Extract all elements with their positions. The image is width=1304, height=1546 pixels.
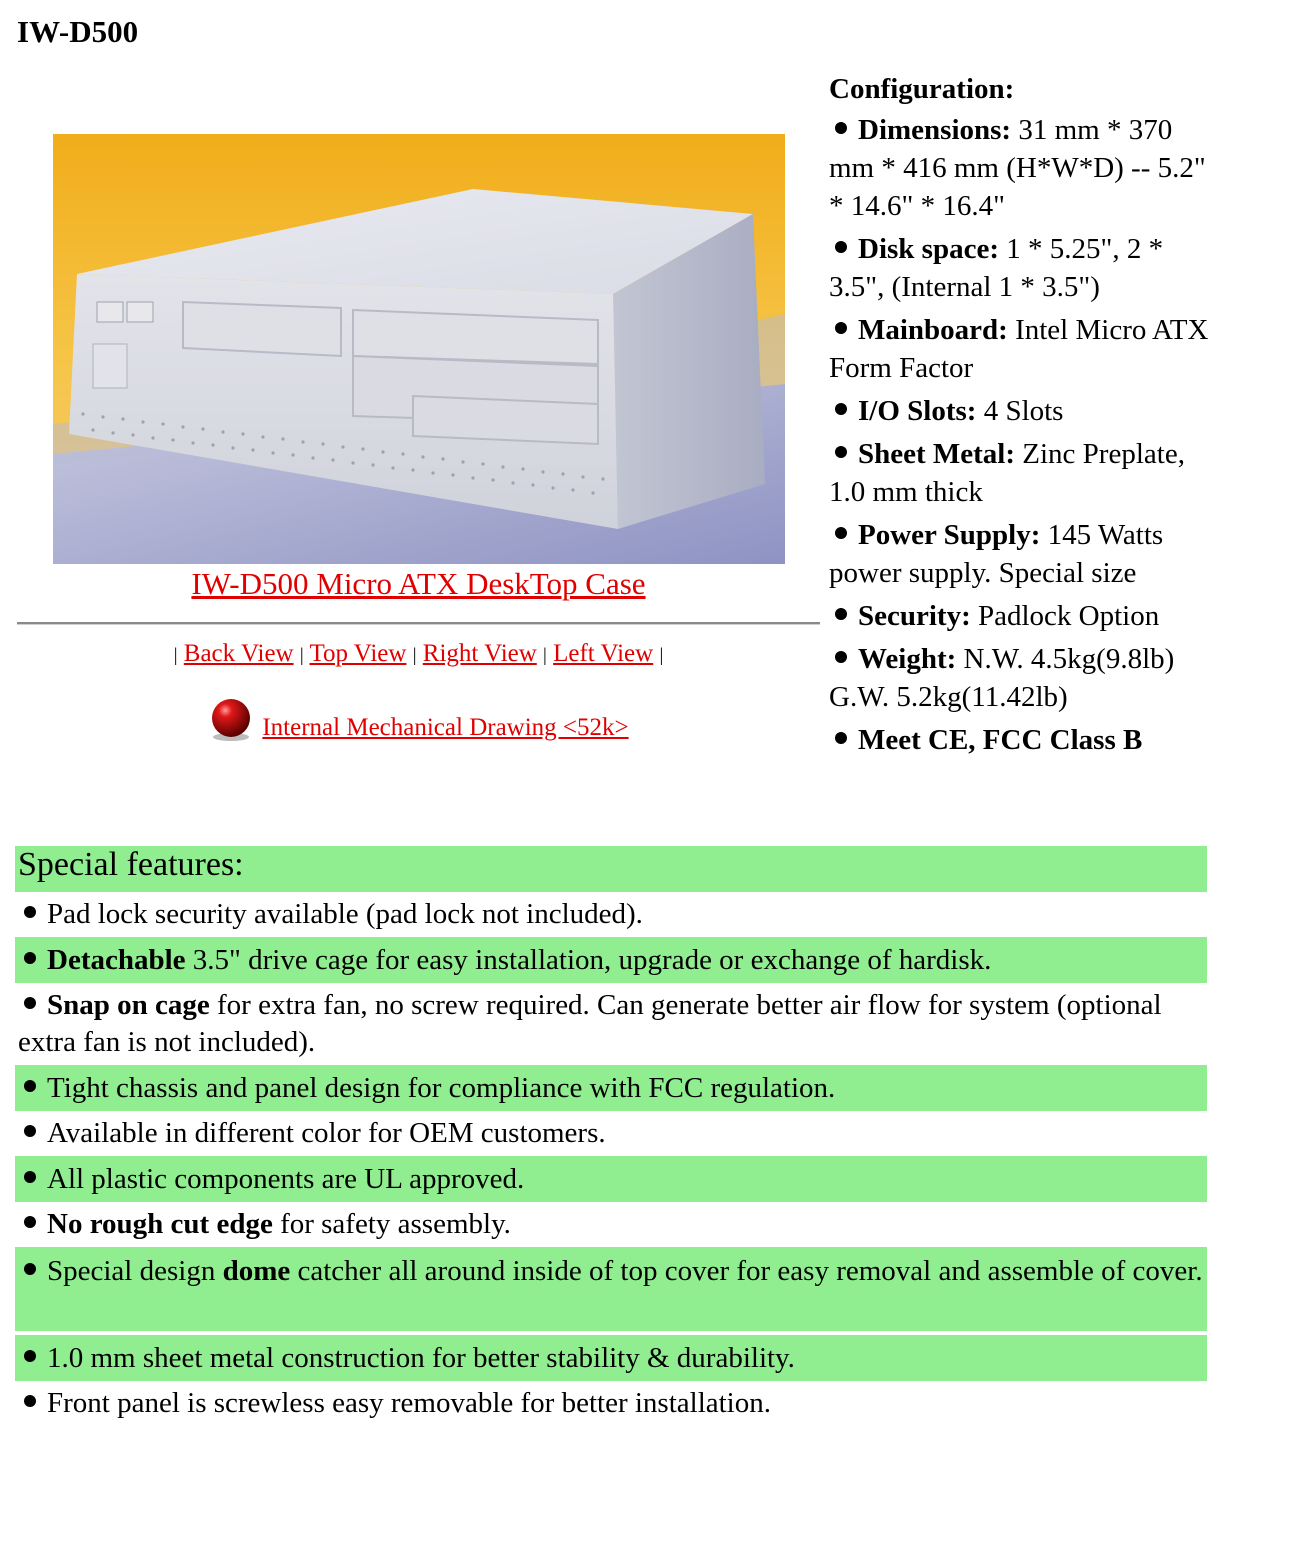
bullet-icon [24, 1395, 36, 1407]
nav-separator: | [659, 645, 664, 666]
bullet-icon [24, 1080, 36, 1092]
config-item-mainboard [829, 311, 1214, 387]
special-features [15, 846, 1207, 1426]
feature-text: Pad lock security available (pad lock not included). [47, 898, 643, 930]
config-item-security [829, 597, 1214, 635]
bullet-icon [835, 608, 847, 620]
feature-bold: Snap on cage [47, 989, 210, 1021]
top-view-link[interactable]: Top View [309, 640, 407, 667]
feature-bold: No rough cut edge [47, 1208, 273, 1240]
bullet-icon [835, 446, 847, 458]
bullet-icon [835, 527, 847, 539]
config-value: 31 mm * 370 mm * 416 mm (H*W*D) -- 5.2" * 14.6" * 16.4" [829, 114, 1206, 222]
product-photo[interactable] [53, 134, 785, 564]
config-label: Mainboard: [858, 314, 1008, 346]
feature-text: catcher all around inside of top cover for easy removal and assemble of cover. [290, 1255, 1203, 1287]
bullet-icon [835, 322, 847, 334]
drawing-row [17, 697, 820, 751]
feature-bold: Detachable [47, 944, 186, 976]
feature-text: 1.0 mm sheet metal construction for better stability & durability. [47, 1342, 795, 1374]
nav-separator: | [412, 645, 417, 666]
config-item-disk-space [829, 230, 1214, 306]
config-value: Zinc Preplate, 1.0 mm thick [829, 438, 1185, 508]
feature-item [15, 1385, 1207, 1422]
bullet-icon [24, 997, 36, 1009]
config-value: Intel Micro ATX Form Factor [829, 314, 1209, 384]
config-item-dimensions [829, 111, 1214, 225]
bullet-icon [835, 122, 847, 134]
feature-item [15, 1065, 1207, 1111]
config-label: Meet CE, FCC Class B [858, 724, 1143, 756]
views-nav [17, 637, 820, 673]
configuration-panel [829, 70, 1214, 764]
nav-separator: | [299, 645, 304, 666]
right-view-link[interactable]: Right View [422, 640, 537, 667]
product-caption-link[interactable]: IW-D500 Micro ATX DeskTop Case [191, 566, 646, 601]
bullet-icon [835, 732, 847, 744]
bullet-icon [24, 906, 36, 918]
feature-text: Tight chassis and panel design for compliance with FCC regulation. [47, 1072, 836, 1104]
features-heading: Special features: [15, 846, 1207, 892]
feature-text: for extra fan, no screw required. Can generate better air flow for system (optional extra fan is not included). [18, 989, 1162, 1058]
feature-item [15, 1247, 1207, 1331]
horizontal-divider [17, 622, 820, 625]
feature-text: for safety assembly. [272, 1208, 511, 1240]
feature-item [15, 896, 1207, 933]
red-ball-icon [208, 697, 254, 743]
configuration-heading: Configuration: [829, 73, 1015, 105]
feature-bold: dome [222, 1255, 291, 1287]
page-title: IW-D500 [17, 14, 139, 49]
config-label: Disk space: [858, 233, 999, 265]
feature-text: All plastic components are UL approved. [47, 1163, 525, 1195]
bullet-icon [835, 241, 847, 253]
config-label: Sheet Metal: [858, 438, 1016, 470]
config-label: Security: [858, 600, 971, 632]
bullet-icon [835, 403, 847, 415]
bullet-icon [24, 1350, 36, 1362]
feature-text: 3.5" drive cage for easy installation, upgrade or exchange of hardisk. [185, 944, 992, 976]
feature-text: Available in different color for OEM customers. [47, 1117, 606, 1149]
nav-separator: | [543, 645, 547, 666]
feature-item [15, 1335, 1207, 1381]
config-value: Padlock Option [978, 600, 1160, 632]
config-item-sheet-metal [829, 435, 1214, 511]
config-item-power-supply [829, 516, 1214, 592]
config-item-certification [829, 721, 1214, 759]
config-label: I/O Slots: [858, 395, 977, 427]
config-label: Dimensions: [858, 114, 1012, 146]
feature-item [15, 987, 1207, 1061]
config-label: Weight: [858, 643, 957, 675]
mechanical-drawing-link[interactable]: Internal Mechanical Drawing <52k> [262, 714, 629, 741]
config-value: 1 * 5.25", 2 * 3.5", (Internal 1 * 3.5") [829, 233, 1164, 303]
left-view-link[interactable]: Left View [553, 640, 654, 667]
config-item-io-slots [829, 392, 1214, 430]
bullet-icon [24, 1125, 36, 1137]
feature-text: Special design [47, 1255, 223, 1287]
config-value: N.W. 4.5kg(9.8lb) G.W. 5.2kg(11.42lb) [829, 643, 1175, 713]
bullet-icon [24, 1263, 36, 1275]
bullet-icon [835, 651, 847, 663]
bullet-icon [24, 1216, 36, 1228]
config-value: 145 Watts power supply. Special size [829, 519, 1164, 589]
feature-text: Front panel is screwless easy removable for better installation. [47, 1387, 771, 1419]
bullet-icon [24, 1171, 36, 1183]
config-value: 4 Slots [983, 395, 1064, 427]
feature-item [15, 1206, 1207, 1243]
config-item-weight [829, 640, 1214, 716]
feature-item [15, 1156, 1207, 1202]
bullet-icon [24, 952, 36, 964]
config-label: Power Supply: [858, 519, 1041, 551]
feature-item [15, 1115, 1207, 1152]
feature-item [15, 937, 1207, 983]
back-view-link[interactable]: Back View [183, 640, 294, 667]
nav-separator: | [173, 645, 178, 666]
